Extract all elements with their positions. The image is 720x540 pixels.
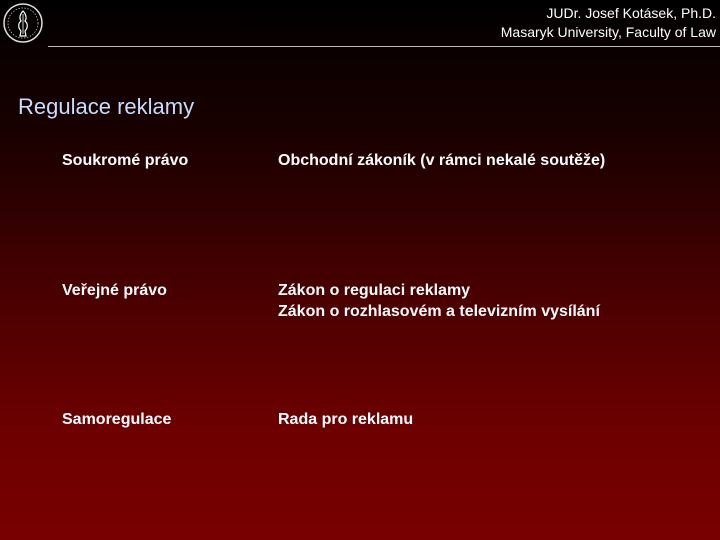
header xyxy=(501,4,716,42)
row-content-line: Zákon o regulaci reklamy xyxy=(278,282,471,299)
university-seal-icon xyxy=(2,2,44,44)
row-content xyxy=(278,409,413,430)
row-label: Veřejné právo xyxy=(62,282,167,299)
row-content xyxy=(278,280,600,322)
header-divider xyxy=(48,46,720,47)
institution-name: Masaryk University, Faculty of Law xyxy=(500,24,716,40)
slide-title: Regulace reklamy xyxy=(18,94,195,119)
row-content-line: Rada pro reklamu xyxy=(278,411,414,428)
row-label: Soukromé právo xyxy=(62,152,189,169)
author-name: JUDr. Josef Kotásek, Ph.D. xyxy=(546,5,716,21)
row-content xyxy=(278,150,605,171)
row-content-line: Zákon o rozhlasovém a televizním vysílání xyxy=(278,303,600,320)
row-label: Samoregulace xyxy=(62,411,172,428)
row-content-line: Obchodní zákoník (v rámci nekalé soutěže) xyxy=(278,152,606,169)
